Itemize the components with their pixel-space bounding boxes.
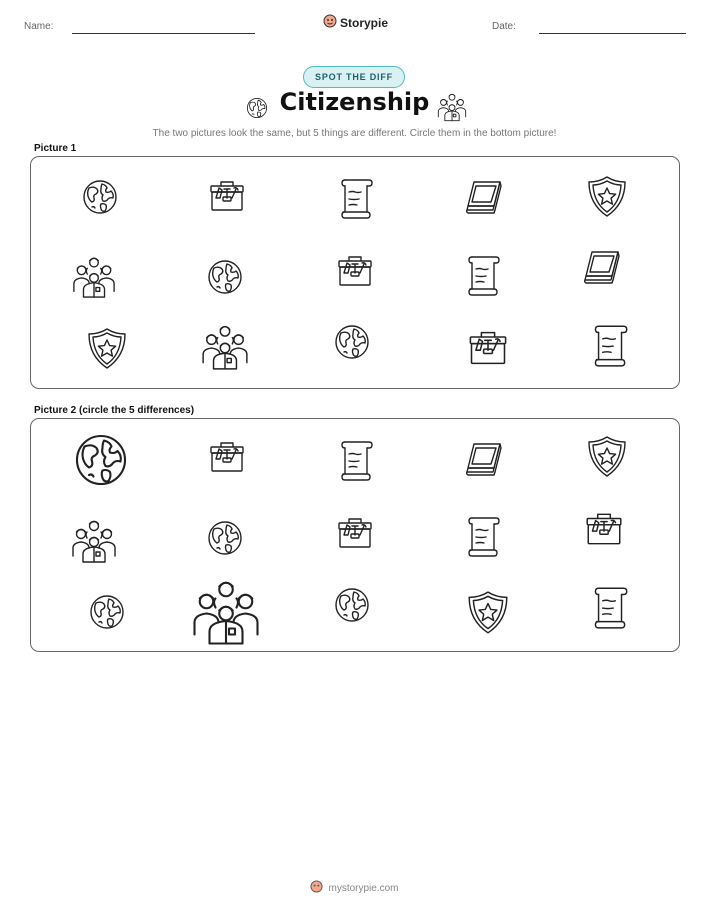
p2-people-icon-2[interactable] xyxy=(190,576,262,648)
picture-1-label: Picture 1 xyxy=(34,143,77,154)
p1-people-icon-2[interactable] xyxy=(200,322,250,372)
p2-book-icon-1[interactable] xyxy=(462,438,506,480)
logo-text: Storypie xyxy=(340,15,389,30)
p2-scroll-icon-3[interactable] xyxy=(588,582,630,630)
p1-people-icon-1[interactable] xyxy=(70,255,118,299)
p1-globe-icon-1[interactable] xyxy=(80,177,120,217)
p2-shield-icon-1[interactable] xyxy=(586,434,628,480)
p2-scroll-icon-1[interactable] xyxy=(335,436,375,482)
p1-book-icon-1[interactable] xyxy=(462,176,506,218)
p2-globe-icon-3[interactable] xyxy=(87,592,127,632)
instructions: The two pictures look the same, but 5 things are different. Circle them in the bottom picture! xyxy=(152,128,557,139)
p2-toolbox-icon-3[interactable] xyxy=(582,508,626,550)
p1-shield-icon-1[interactable] xyxy=(586,174,628,220)
p1-book-icon-2[interactable] xyxy=(580,246,624,288)
picture-2-label: Picture 2 (circle the 5 differences) xyxy=(34,405,195,416)
p1-toolbox-icon-2[interactable] xyxy=(335,251,375,291)
name-line[interactable] xyxy=(72,33,255,34)
spot-the-diff-badge: SPOT THE DIFF xyxy=(303,66,405,88)
p2-people-icon-1[interactable] xyxy=(70,518,118,564)
p2-globe-icon-4[interactable] xyxy=(332,585,372,625)
p2-toolbox-icon-2[interactable] xyxy=(335,513,375,553)
p1-globe-icon-2[interactable] xyxy=(205,257,245,297)
p1-globe-icon-3[interactable] xyxy=(332,322,372,362)
name-label: Name: xyxy=(24,21,54,32)
p1-scroll-icon-1[interactable] xyxy=(335,174,375,220)
p2-globe-icon-2[interactable] xyxy=(205,518,245,558)
date-label: Date: xyxy=(492,21,516,32)
p1-scroll-icon-2[interactable] xyxy=(462,251,502,297)
pie-mascot-icon xyxy=(310,880,323,896)
date-line[interactable] xyxy=(539,33,686,34)
page-title: Citizenship xyxy=(279,88,430,116)
p2-shield-icon-2[interactable] xyxy=(466,589,510,637)
p2-globe-icon-1[interactable] xyxy=(71,430,131,490)
p1-toolbox-icon-3[interactable] xyxy=(466,326,510,370)
pie-mascot-icon xyxy=(323,14,337,31)
p2-toolbox-icon-1[interactable] xyxy=(207,437,247,477)
footer-url[interactable]: mystorypie.com xyxy=(328,882,399,894)
footer xyxy=(0,880,709,896)
p1-toolbox-icon-1[interactable] xyxy=(207,176,247,216)
storypie-logo xyxy=(323,14,388,31)
p1-scroll-icon-3[interactable] xyxy=(588,320,630,368)
title-people-icon xyxy=(436,92,468,122)
p2-scroll-icon-2[interactable] xyxy=(462,512,502,558)
p1-shield-icon-2[interactable] xyxy=(86,326,128,372)
